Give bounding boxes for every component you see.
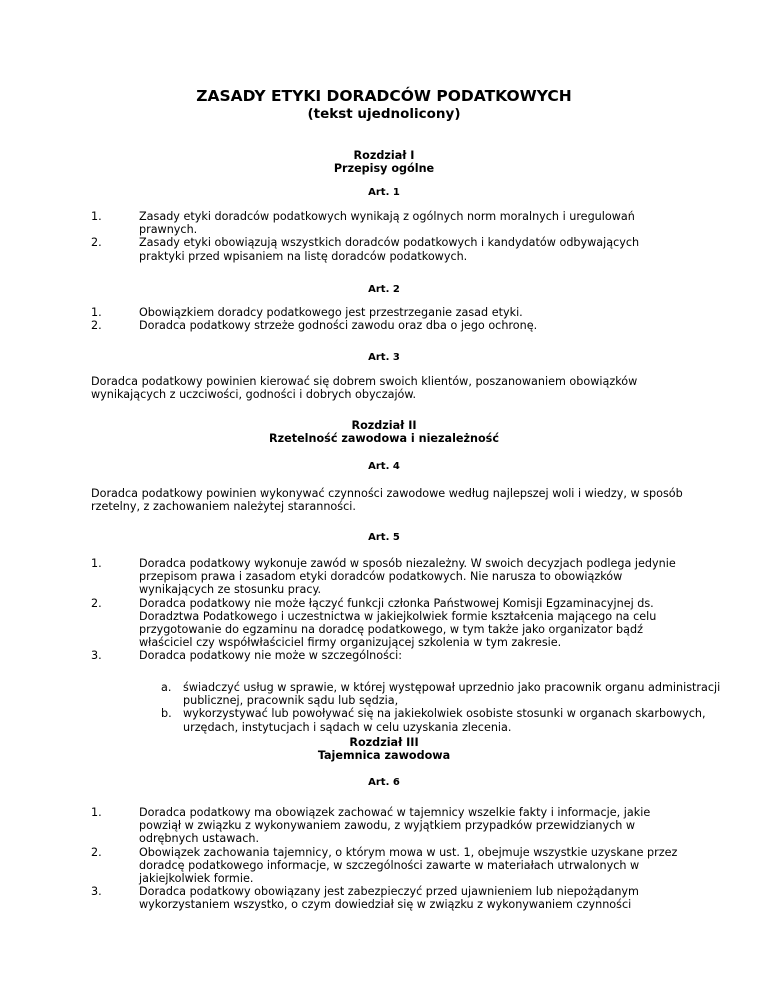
list-item: 2. Doradca podatkowy nie może łączyć funkcji członka Państwowej Komisji Egzaminacyjnej ds. Doradztwa Podatkowego i uczestnictwa w jakiejkolwiek formie kształcenia mającego na celu przygotowanie do egzaminu na doradcę podatkowego, w tym także jako organizator bądź właściciel czy współwłaściciel firmy organizującej szkolenia w tym zakresie. xyxy=(91,596,657,650)
article-2-heading: Art. 2 xyxy=(368,284,400,295)
chapter-3-heading: Rozdział III xyxy=(349,736,419,749)
list-item: a. świadczyć usług w sprawie, w której występował uprzednio jako pracownik organu administracji publicznej, pracownik sądu lub sędzia, xyxy=(161,681,721,708)
document-title: ZASADY ETYKI DORADCÓW PODATKOWYCH xyxy=(196,87,572,105)
list-item: 3. Doradca podatkowy obowiązany jest zabezpieczyć przed ujawnieniem lub niepożądanym wykorzystaniem wszystko, o czym dowiedział się w związku z wykonywaniem czynności xyxy=(91,885,639,912)
list-item: 3. Doradca podatkowy nie może w szczególności: xyxy=(91,649,402,663)
article-1-list xyxy=(91,210,681,263)
list-item: 2. Zasady etyki obowiązują wszystkich doradców podatkowych i kandydatów odbywających praktyki przed wpisaniem na listę doradców podatkowych. xyxy=(91,236,640,263)
article-5-sublist xyxy=(161,681,721,734)
list-item: 1. Zasady etyki doradców podatkowych wynikają z ogólnych norm moralnych i uregulowań prawnych. xyxy=(91,210,635,237)
chapter-1-heading: Rozdział I xyxy=(353,149,415,162)
document-subtitle: (tekst ujednolicony) xyxy=(307,106,461,122)
article-1-heading: Art. 1 xyxy=(368,187,400,198)
list-item: 1. Obowiązkiem doradcy podatkowego jest przestrzeganie zasad etyki. xyxy=(91,306,523,319)
article-5-heading: Art. 5 xyxy=(368,532,400,543)
article-4-heading: Art. 4 xyxy=(368,461,400,472)
chapter-2-name: Rzetelność zawodowa i niezależność xyxy=(269,432,499,445)
article-4-text: Doradca podatkowy powinien wykonywać czynności zawodowe według najlepszej woli i wiedzy, w sposób rzetelny, z zachowaniem należytej staranności. xyxy=(91,487,683,514)
article-6-heading: Art. 6 xyxy=(368,777,400,788)
list-item: 1. Doradca podatkowy wykonuje zawód w sposób niezależny. W swoich decyzjach podlega jedynie przepisom prawa i zasadom etyki doradców podatkowych. Nie narusza to obowiązków wynikających ze stosunku pracy. xyxy=(91,557,676,597)
chapter-3-name: Tajemnica zawodowa xyxy=(317,749,451,762)
article-3-heading: Art. 3 xyxy=(368,352,400,363)
article-2-list xyxy=(91,306,681,332)
chapter-2-heading: Rozdział II xyxy=(351,419,417,432)
article-6-list xyxy=(91,806,681,912)
article-3-text: Doradca podatkowy powinien kierować się dobrem swoich klientów, poszanowaniem obowiązków wynikających z uczciwości, godności i dobrych obyczajów. xyxy=(91,375,638,402)
article-5-list xyxy=(91,557,681,663)
list-item: 2. Doradca podatkowy strzeże godności zawodu oraz dba o jego ochronę. xyxy=(91,319,538,333)
list-item: 2. Obowiązek zachowania tajemnicy, o którym mowa w ust. 1, obejmuje wszystkie uzyskane przez doradcę podatkowego informacje, w szczególności zawarte w materiałach utrwalonych w jakiejkolwiek formie. xyxy=(91,845,678,886)
chapter-1-name: Przepisy ogólne xyxy=(333,162,435,175)
list-item: b. wykorzystywać lub powoływać się na jakiekolwiek osobiste stosunki w organach skarbowych, urzędach, instytucjach i sądach w celu uzyskania zlecenia. xyxy=(161,707,706,734)
list-item: 1. Doradca podatkowy ma obowiązek zachować w tajemnicy wszelkie fakty i informacje, jakie powziął w związku z wykonywaniem zawodu, z wyjątkiem przypadków przewidzianych w odrębnych ustawach. xyxy=(91,806,651,846)
